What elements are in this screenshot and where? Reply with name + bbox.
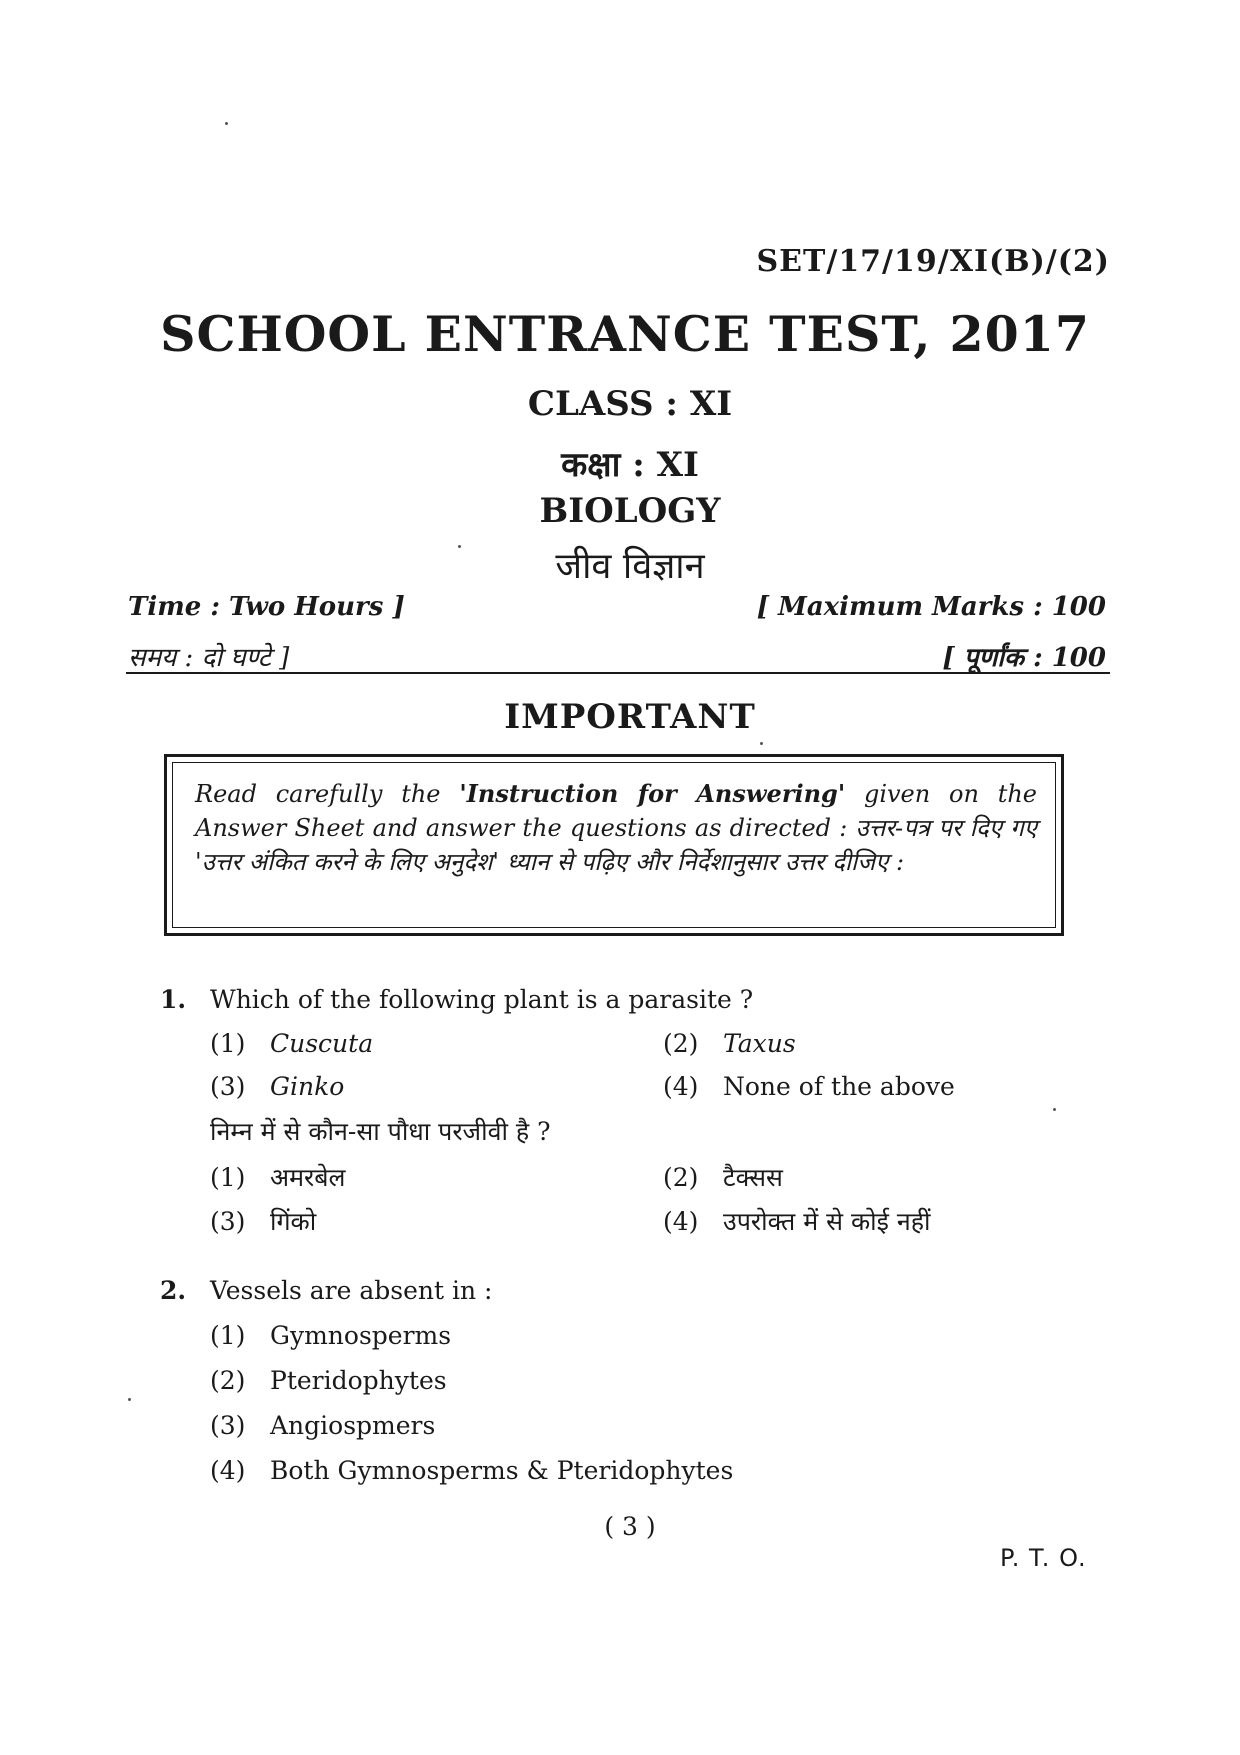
time-english: Time : Two Hours ] <box>128 592 405 622</box>
q2-option-2[interactable]: (2) Pteridophytes <box>210 1366 447 1395</box>
subject-hindi: जीव विज्ञान <box>555 546 705 587</box>
q1-option-4-hi[interactable]: (4) उपरोक्त में से कोई नहीं <box>663 1207 931 1236</box>
instruction-en-post: given on the Answer Sheet and answer the questions as directed : <box>195 780 1038 842</box>
exam-title: SCHOOL ENTRANCE TEST, 2017 <box>160 305 1090 363</box>
instruction-en-pre: Read carefully the <box>195 780 460 808</box>
important-heading: IMPORTANT <box>504 697 756 737</box>
q1-option-2-en[interactable]: (2) Taxus <box>663 1029 796 1058</box>
q2-option-3[interactable]: (3) Angiospmers <box>210 1411 436 1440</box>
q1-option-2-hi[interactable]: (2) टैक्सस <box>663 1163 783 1192</box>
question-text-en: Vessels are absent in : <box>210 1276 493 1305</box>
header-divider <box>126 672 1110 674</box>
instruction-box <box>164 754 1064 936</box>
q1-option-1-en[interactable]: (1) Cuscuta <box>210 1029 374 1058</box>
page-number: ( 3 ) <box>604 1512 656 1541</box>
class-hindi: कक्षा : XI <box>561 445 699 485</box>
class-english: CLASS : XI <box>527 384 733 424</box>
set-code: SET/17/19/XI(B)/(2) <box>756 244 1110 279</box>
scan-speck <box>458 545 461 548</box>
scan-speck <box>760 742 763 745</box>
subject-english: BIOLOGY <box>539 491 721 531</box>
scan-speck <box>1053 1108 1056 1111</box>
instruction-en-bold: 'Instruction for Answering' <box>459 779 846 808</box>
question-number: 1. <box>160 985 187 1014</box>
scan-speck <box>225 122 228 125</box>
q1-option-3-en[interactable]: (3) Ginko <box>210 1072 345 1101</box>
q1-option-1-hi[interactable]: (1) अमरबेल <box>210 1163 346 1192</box>
pto-label: P. T. O. <box>1000 1544 1087 1572</box>
max-marks-english: [ Maximum Marks : 100 <box>756 592 1106 622</box>
instruction-hindi: उत्तर-पत्र पर दिए गए 'उत्तर अंकित करने के लिए अनुदेश' ध्यान से पढ़िए और निर्देशानुसार उत्तर दीजिए : <box>195 814 1037 876</box>
max-marks-hindi: [ पूर्णांक : 100 <box>942 643 1106 673</box>
q1-option-3-hi[interactable]: (3) गिंको <box>210 1207 317 1236</box>
question-number: 2. <box>160 1276 187 1305</box>
instruction-text <box>172 762 1056 928</box>
time-hindi: समय : दो घण्टे ] <box>128 643 290 673</box>
q2-option-1[interactable]: (1) Gymnosperms <box>210 1321 452 1350</box>
q2-option-4[interactable]: (4) Both Gymnosperms & Pteridophytes <box>210 1456 734 1485</box>
question-text-en: Which of the following plant is a parasite ? <box>210 985 754 1014</box>
q1-option-4-en[interactable]: (4) None of the above <box>663 1072 955 1101</box>
question-1-text-hindi: निम्न में से कौन-सा पौधा परजीवी है ? <box>210 1117 551 1146</box>
scan-speck <box>128 1398 131 1401</box>
